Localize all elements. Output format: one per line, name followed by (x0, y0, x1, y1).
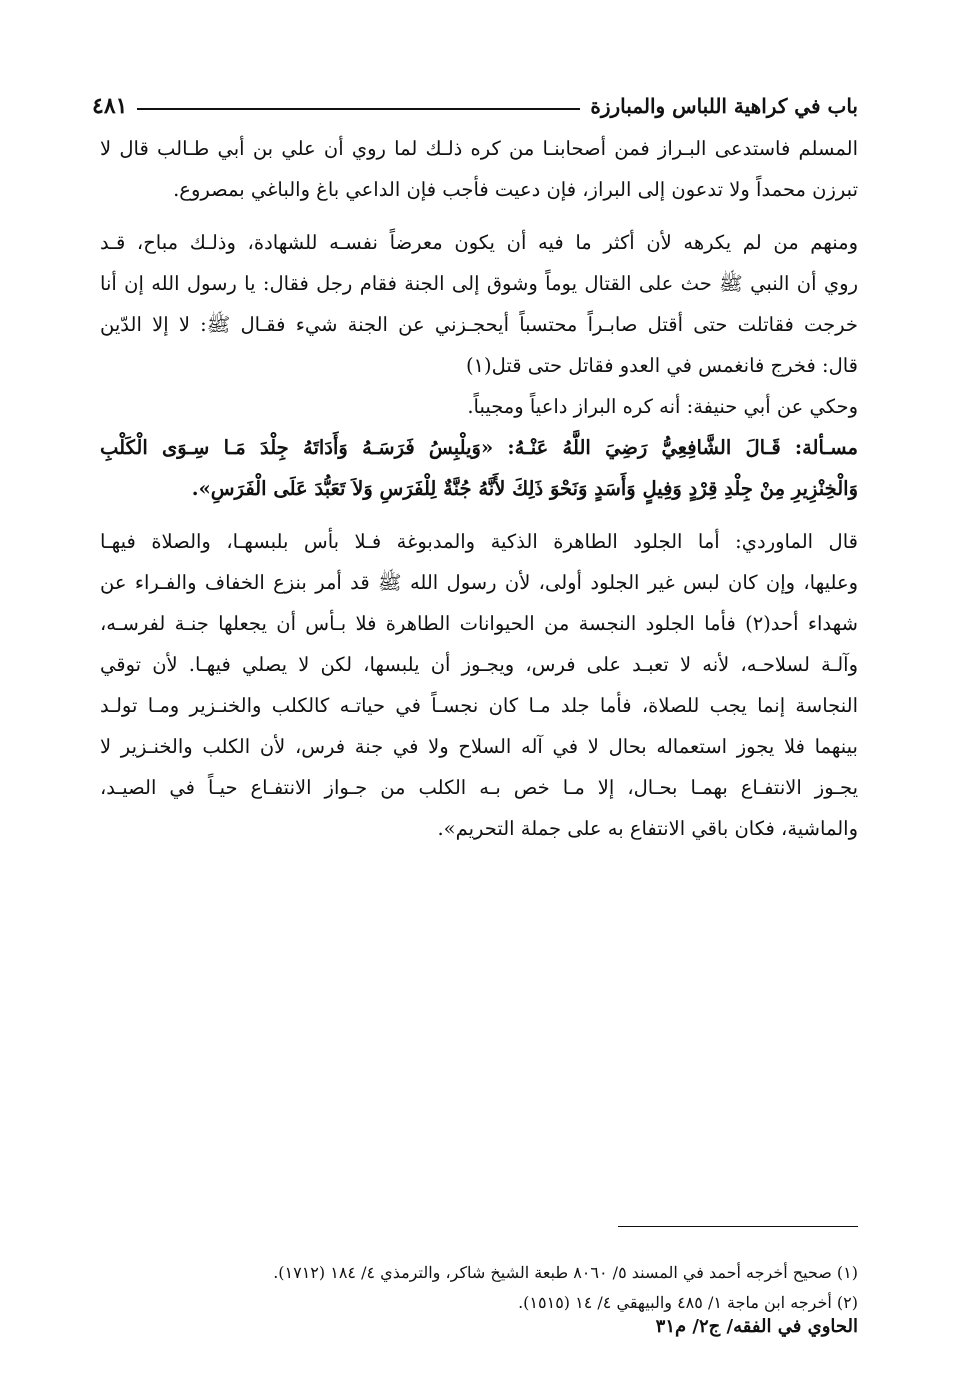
text-line: والماشية، فكان باقي الانتفاع به على جملة التحريم». (437, 817, 858, 840)
running-header (92, 86, 858, 126)
text-line: وحكي عن أبي حنيفة: أنه كره البراز داعياً ومجيباً. (467, 395, 858, 418)
text-line: خرجت فقاتلت حتى أقتل صابـراً محتسباً أيحجـزني عن الجنة شيء فقـال ﷺ: لا إلا الدّين (100, 313, 858, 336)
footnotes (100, 1258, 858, 1318)
text-line: ومنهم من لم يكرهه لأن أكثر ما فيه أن يكون معرضاً نفسـه للشهادة، وذلـك مباح، قـد (100, 231, 858, 254)
text-line: قال الماوردي: أما الجلود الطاهرة الذكية والمدبوغة فـلا بأس بلبسهـا، والصلاة فيهـا (100, 530, 858, 553)
text-line: روي أن النبي ﷺ حث على القتال يوماً وشوق إلى الجنة فقام رجل فقال: يا رسول الله إن أنا (100, 272, 858, 295)
footnote-separator (618, 1226, 858, 1227)
text-line: تبرزن محمداً ولا تدعون إلى البراز، فإن دعيت فأجب فإن الداعي باغ والباغي بمصروع. (173, 178, 858, 201)
text-line: بينهما فلا يجوز استعماله بحال لا في آله السلاح ولا في جنة فرس، لأن الكلب والخنـزير لا (100, 735, 858, 758)
book-signature: الحاوي في الفقه/ ج٢/ م٣١ (655, 1316, 858, 1337)
footnote: (١) صحيح أخرجه أحمد في المسند ٥/ ٨٠٦٠ طبعة الشيخ شاكر، والترمذي ٤/ ١٨٤ (١٧١٢). (273, 1263, 858, 1282)
text-line: يجـوز الانتفـاع بهمـا بحـال، إلا مـا خص بـه الكلب من جـواز الانتفـاع حيـاً في الصيـد، (100, 776, 858, 799)
masala-line: مسـألة: قَـالَ الشَّافِعِيُّ رَضِيَ اللَّهُ عَنْـهُ: «وَيلْبِسُ فَرَسَـهُ وَأَدَاتَهُ جِلْدَ مَـا سِـوَى الْكَلْبِ (100, 436, 858, 459)
chapter-title: باب في كراهية اللباس والمبارزة (590, 94, 858, 118)
text-line: النجاسة إنما يجب للصلاة، فأما جلد مـا كان نجسـاً في حياتـه كالكلب والخنـزير ومـا تولـد (100, 694, 858, 717)
text-line: قال: فخرج فانغمس في العدو فقاتل حتى قتل(١) (465, 354, 858, 377)
masala-line: وَالْخِنْزِيرِ مِنْ جِلْدِ قِرْدٍ وَفِيلٍ وَأَسَدٍ وَنَحْوَ ذَلِكَ لأَنَّهُ جُنَّةٌ لِلْفَرَسِ وَلاَ تَعَبُّدَ عَلَى الْفَرَسِ». (191, 477, 858, 500)
main-text (100, 128, 858, 849)
text-line: شهداء أحد(٢) فأما الجلود النجسة من الحيوانات الطاهرة فلا بـأس أن يجعلها جنـة لفرسـه، (100, 612, 858, 635)
footnote: (٢) أخرجه ابن ماجة ١/ ٤٨٥ والبيهقي ٤/ ١٤ (١٥١٥). (518, 1293, 858, 1312)
page-number: ٤٨١ (92, 93, 128, 119)
paragraph-gap (100, 509, 858, 521)
text-line: وعليها، وإن كان لبس غير الجلود أولى، لأن رسول الله ﷺ قد أمر بنزع الخفاف والفـراء عن (100, 571, 858, 594)
text-line: المسلم فاستدعى البـراز فمن أصحابنـا من كره ذلـك لما روي أن علي بن أبي طـالب قال لا (100, 137, 858, 160)
text-line: وآلـة لسلاحـه، لأنه لا تعبـد على فرس، ويجـوز أن يلبسها، لكن لا يصلي فيهـا. لأن توقي (100, 653, 858, 676)
paragraph-gap (100, 210, 858, 222)
header-rule (137, 108, 580, 110)
